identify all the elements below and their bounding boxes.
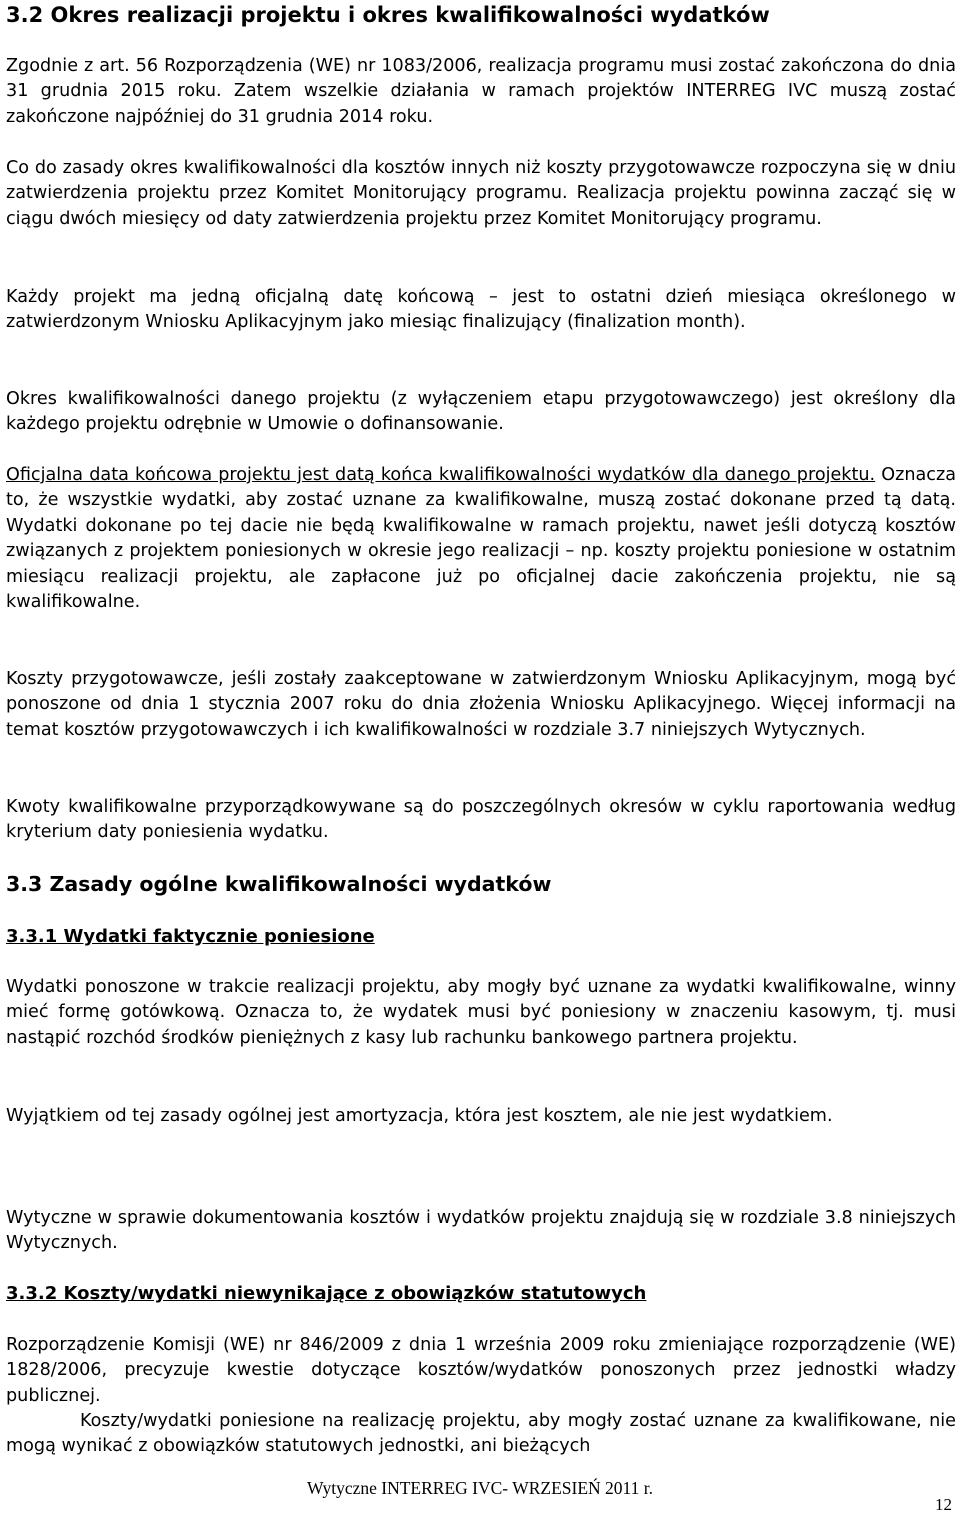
paragraph-depreciation-exception: Wyjątkiem od tej zasady ogólnej jest amortyzacja, która jest kosztem, ale nie jest wydatkiem.: [6, 1106, 833, 1126]
paragraph-end-date-rule: [6, 463, 956, 615]
section-heading-3-2: 3.2 Okres realizacji projektu i okres kwalifikowalności wydatków: [6, 3, 770, 27]
paragraph-commission-regulation: Rozporządzenie Komisji (WE) nr 846/2009 z dnia 1 września 2009 roku zmieniające rozporządzenie (WE) 1828/2006, precyzuje kwestie dotyczące kosztów/wydatków ponoszonych przez jednostki władzy publicznej.: [6, 1335, 956, 1406]
paragraph-completion-deadline: Zgodnie z art. 56 Rozporządzenia (WE) nr 1083/2006, realizacja programu musi zostać zakończona do dnia 31 grudnia 2015 roku. Zatem wszelkie działania w ramach projektów INTERREG IVC muszą zostać zakończone najpóźniej do 31 grudnia 2014 roku.: [6, 56, 956, 127]
underlined-rule-text: Oficjalna data końcowa projektu jest datą końca kwalifikowalności wydatków dla danego projektu.: [6, 465, 876, 485]
paragraph-eligibility-period: Okres kwalifikowalności danego projektu (z wyłączeniem etapu przygotowawczego) jest określony dla każdego projektu odrębnie w Umowie o dofinansowanie.: [6, 389, 956, 435]
subsection-heading-3-3-2: 3.3.2 Koszty/wydatki niewynikające z obowiązków statutowych: [6, 1283, 647, 1304]
paragraph-cash-expenditure: Wydatki ponoszone w trakcie realizacji projektu, aby mogły być uznane za wydatki kwalifikowalne, winny mieć formę gotówkową. Oznacza to, że wydatek musi być poniesiony w znaczeniu kasowym, tj. musi nastąpić rozchód środków pieniężnych z kasy lub rachunku bankowego partnera projektu.: [6, 977, 956, 1048]
page-footer: Wytyczne INTERREG IVC- WRZESIEŃ 2011 r.: [307, 1478, 653, 1498]
paragraph-statutory-obligations: Koszty/wydatki poniesione na realizację projektu, aby mogły zostać uznane za kwalifikowane, nie mogą wynikać z obowiązków statutowych jednostki, ani bieżących: [6, 1411, 956, 1457]
subsection-heading-3-3-1: 3.3.1 Wydatki faktycznie poniesione: [6, 926, 375, 947]
paragraph-eligibility-start: Co do zasady okres kwalifikowalności dla kosztów innych niż koszty przygotowawcze rozpoczyna się w dniu zatwierdzenia projektu przez Komitet Monitorujący programu. Realizacja projektu powinna zacząć się w ciągu dwóch miesięcy od daty zatwierdzenia projektu przez Komitet Monitorujący programu.: [6, 158, 956, 229]
paragraph-reporting-periods: Kwoty kwalifikowalne przyporządkowywane są do poszczególnych okresów w cyklu raportowania według kryterium daty poniesienia wydatku.: [6, 797, 956, 843]
paragraph-preparation-costs: Koszty przygotowawcze, jeśli zostały zaakceptowane w zatwierdzonym Wniosku Aplikacyjnym, mogą być ponoszone od dnia 1 stycznia 2007 roku do dnia złożenia Wniosku Aplikacyjnego. Więcej informacji na temat kosztów przygotowawczych i ich kwalifikowalności w rozdziale 3.7 niniejszych Wytycznych.: [6, 669, 956, 740]
paragraph-documentation-reference: Wytyczne w sprawie dokumentowania kosztów i wydatków projektu znajdują się w rozdziale 3.8 niniejszych Wytycznych.: [6, 1208, 956, 1254]
paragraph-official-end-date: Każdy projekt ma jedną oficjalną datę końcową – jest to ostatni dzień miesiąca określonego w zatwierdzonym Wniosku Aplikacyjnym jako miesiąc finalizujący (finalization month).: [6, 287, 956, 333]
page-number: 12: [935, 1495, 952, 1514]
rule-explanation-text: Oznacza to, że wszystkie wydatki, aby zostać uznane za kwalifikowalne, muszą zostać dokonane przed tą datą. Wydatki dokonane po tej dacie nie będą kwalifikowalne w ramach projektu, nawet jeśli dotyczą kosztów związanych z projektem poniesionych w okresie jego realizacji – np. koszty projektu poniesione w ostatnim miesiącu realizacji projektu, ale zapłacone już po oficjalnej dacie zakończenia projektu, nie są kwalifikowalne.: [6, 465, 956, 613]
section-heading-3-3: 3.3 Zasady ogólne kwalifikowalności wydatków: [6, 872, 552, 896]
